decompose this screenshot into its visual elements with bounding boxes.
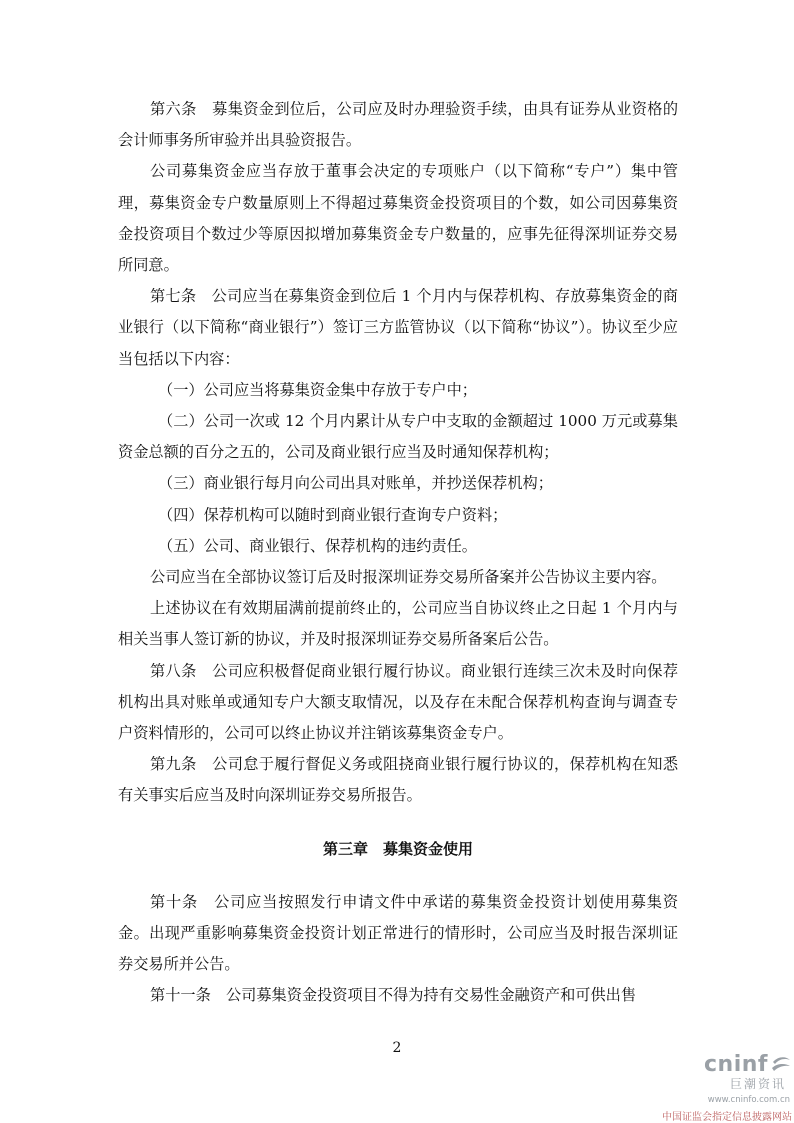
paragraph-article-11: 第十一条 公司募集资金投资项目不得为持有交易性金融资产和可供出售 — [150, 986, 636, 1005]
paragraph-filing: 公司应当在全部协议签订后及时报深圳证券交易所备案并公告协议主要内容。 — [150, 568, 667, 587]
chapter-heading: 第三章 募集资金使用 — [322, 839, 473, 858]
list-item-1: （一）公司应当将募集资金集中存放于专户中； — [158, 380, 477, 399]
cninfo-logo — [704, 1052, 792, 1077]
logo-text: cninf — [704, 1052, 768, 1077]
cninfo-watermark — [660, 1052, 792, 1123]
cninfo-tagline: 中国证监会指定信息披露网站 — [662, 1112, 792, 1123]
cninfo-chinese-name: 巨潮资讯 — [729, 1077, 786, 1091]
list-item-2: （二）公司一次或 12 个月内累计从专户中支取的金额超过 1000 万元或募集资金总额的百分之五的，公司及商业银行应当及时通知保荐机构； — [118, 412, 678, 462]
list-item-5: （五）公司、商业银行、保荐机构的违约责任。 — [158, 536, 477, 555]
paragraph-article-8: 第八条 公司应积极督促商业银行履行协议。商业银行连续三次未及时向保荐机构出具对账单或通知专户大额支取情况，以及存在未配合保荐机构查询与调查专户资料情形的，公司可以终止协议并注销该募集资金专户。 — [118, 661, 678, 743]
cninfo-url: www.cninfo.com.cn — [707, 1095, 790, 1105]
list-item-3: （三）商业银行每月向公司出具对账单，并抄送保荐机构； — [158, 474, 553, 493]
page-number: 2 — [392, 1040, 402, 1056]
document-body — [118, 94, 678, 1011]
list-item-4: （四）保荐机构可以随时到商业银行查询专户资料； — [158, 505, 508, 524]
paragraph-article-6: 第六条 募集资金到位后，公司应及时办理验资手续，由具有证券从业资格的会计师事务所审验并出具验资报告。 — [118, 100, 678, 150]
paragraph-article-9: 第九条 公司怠于履行督促义务或阻挠商业银行履行协议的，保荐机构在知悉有关事实后应当及时向深圳证券交易所报告。 — [118, 755, 678, 805]
paragraph-article-7: 第七条 公司应当在募集资金到位后 1 个月内与保荐机构、存放募集资金的商业银行（以下简称“商业银行”）签订三方监管协议（以下简称“协议”）。协议至少应当包括以下内容： — [118, 287, 678, 368]
swoosh-icon — [770, 1054, 792, 1076]
paragraph-special-account: 公司募集资金应当存放于董事会决定的专项账户（以下简称“专户”）集中管理，募集资金专户数量原则上不得超过募集资金投资项目的个数，如公司因募集资金投资项目个数过少等原因拟增加募集资金专户数量的，应事先征得深圳证券交易所同意。 — [118, 162, 678, 275]
paragraph-termination: 上述协议在有效期届满前提前终止的，公司应当自协议终止之日起 1 个月内与相关当事人签订新的协议，并及时报深圳证券交易所备案后公告。 — [118, 599, 678, 649]
paragraph-article-10: 第十条 公司应当按照发行申请文件中承诺的募集资金投资计划使用募集资金。出现严重影响募集资金投资计划正常进行的情形时，公司应当及时报告深圳证券交易所并公告。 — [118, 892, 678, 974]
